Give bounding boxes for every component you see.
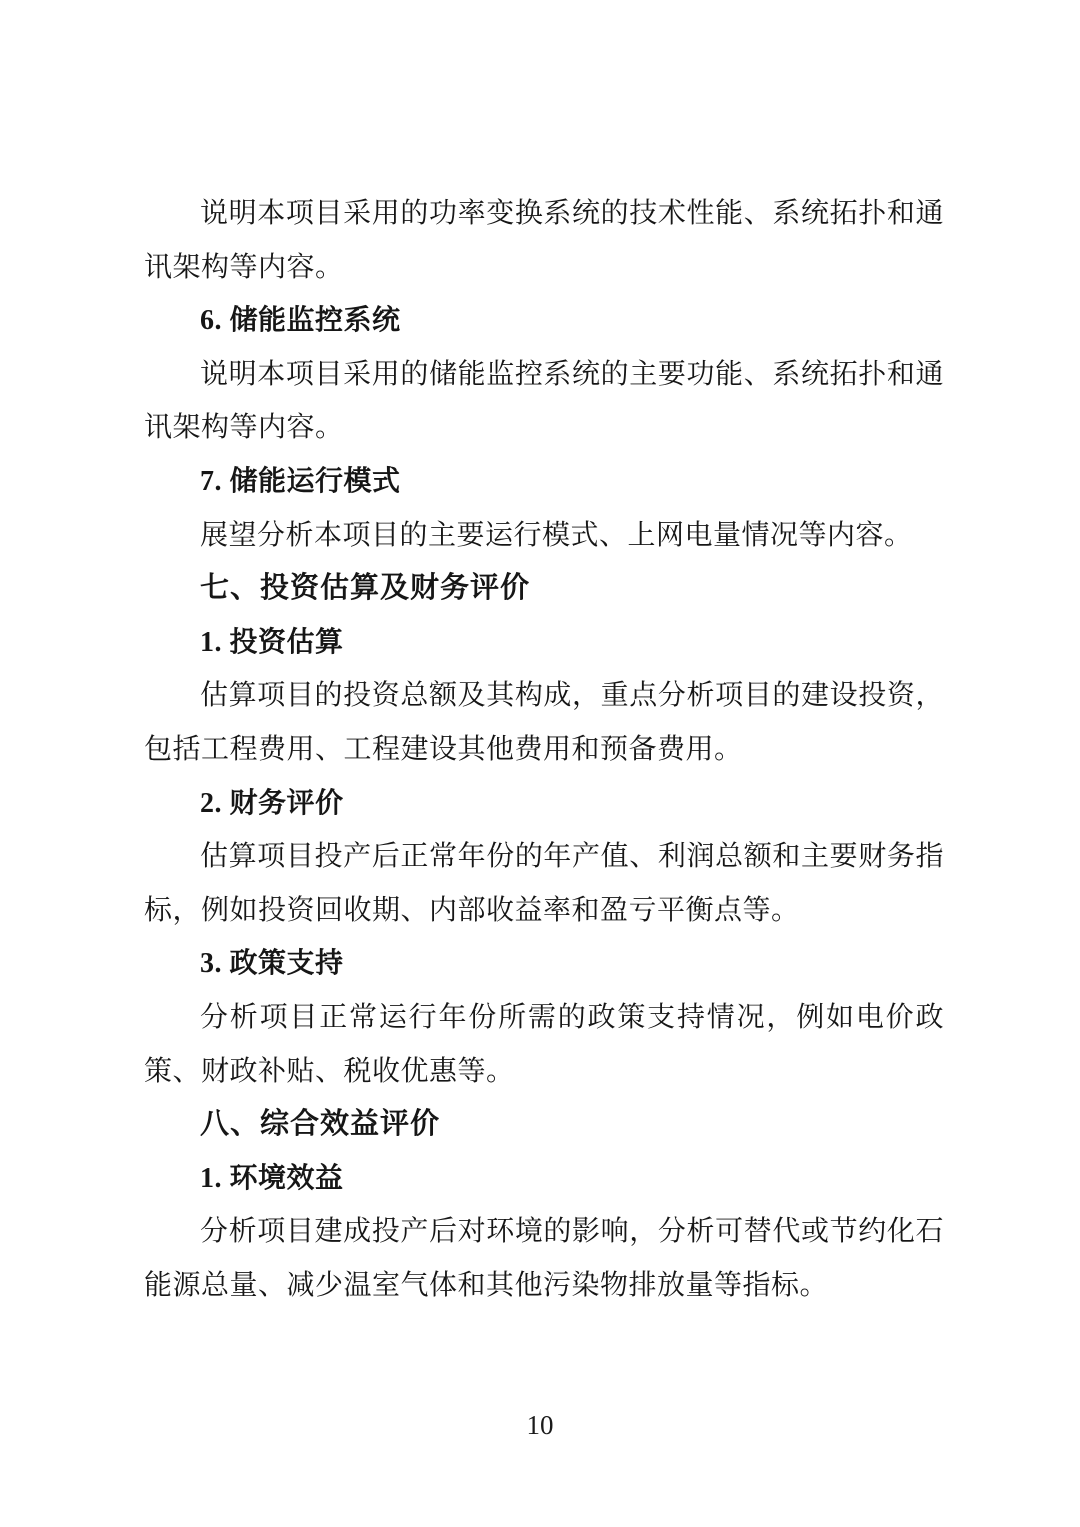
subsection-heading: 1. 投资估算	[200, 626, 344, 658]
paragraph: 估算项目的投资总额及其构成，重点分析项目的建设投资，包括工程费用、工程建设其他费用和预备费用。	[144, 680, 944, 765]
chapter-heading: 七、投资估算及财务评价	[199, 572, 530, 605]
paragraph: 展望分析本项目的主要运行模式、上网电量情况等内容。	[200, 519, 913, 551]
subsection-heading: 1. 环境效益	[200, 1162, 344, 1194]
subsection-heading: 6. 储能监控系统	[200, 305, 401, 337]
paragraph: 分析项目正常运行年份所需的政策支持情况，例如电价政策、财政补贴、税收优惠等。	[144, 1001, 944, 1087]
paragraph: 估算项目投产后正常年份的年产值、利润总额和主要财务指标，例如投资回收期、内部收益率和盈亏平衡点等。	[144, 841, 944, 926]
chapter-heading: 八、综合效益评价	[199, 1108, 440, 1141]
subsection-heading: 7. 储能运行模式	[200, 465, 401, 497]
subsection-heading: 2. 财务评价	[200, 787, 344, 819]
page-number: 10	[526, 1410, 554, 1440]
document-content	[144, 187, 944, 1312]
paragraph: 分析项目建成投产后对环境的影响，分析可替代或节约化石能源总量、减少温室气体和其他污染物排放量等指标。	[144, 1216, 944, 1301]
paragraph: 说明本项目采用的储能监控系统的主要功能、系统拓扑和通讯架构等内容。	[144, 358, 944, 444]
subsection-heading: 3. 政策支持	[200, 948, 344, 980]
paragraph: 说明本项目采用的功率变换系统的技术性能、系统拓扑和通讯架构等内容。	[144, 198, 944, 283]
